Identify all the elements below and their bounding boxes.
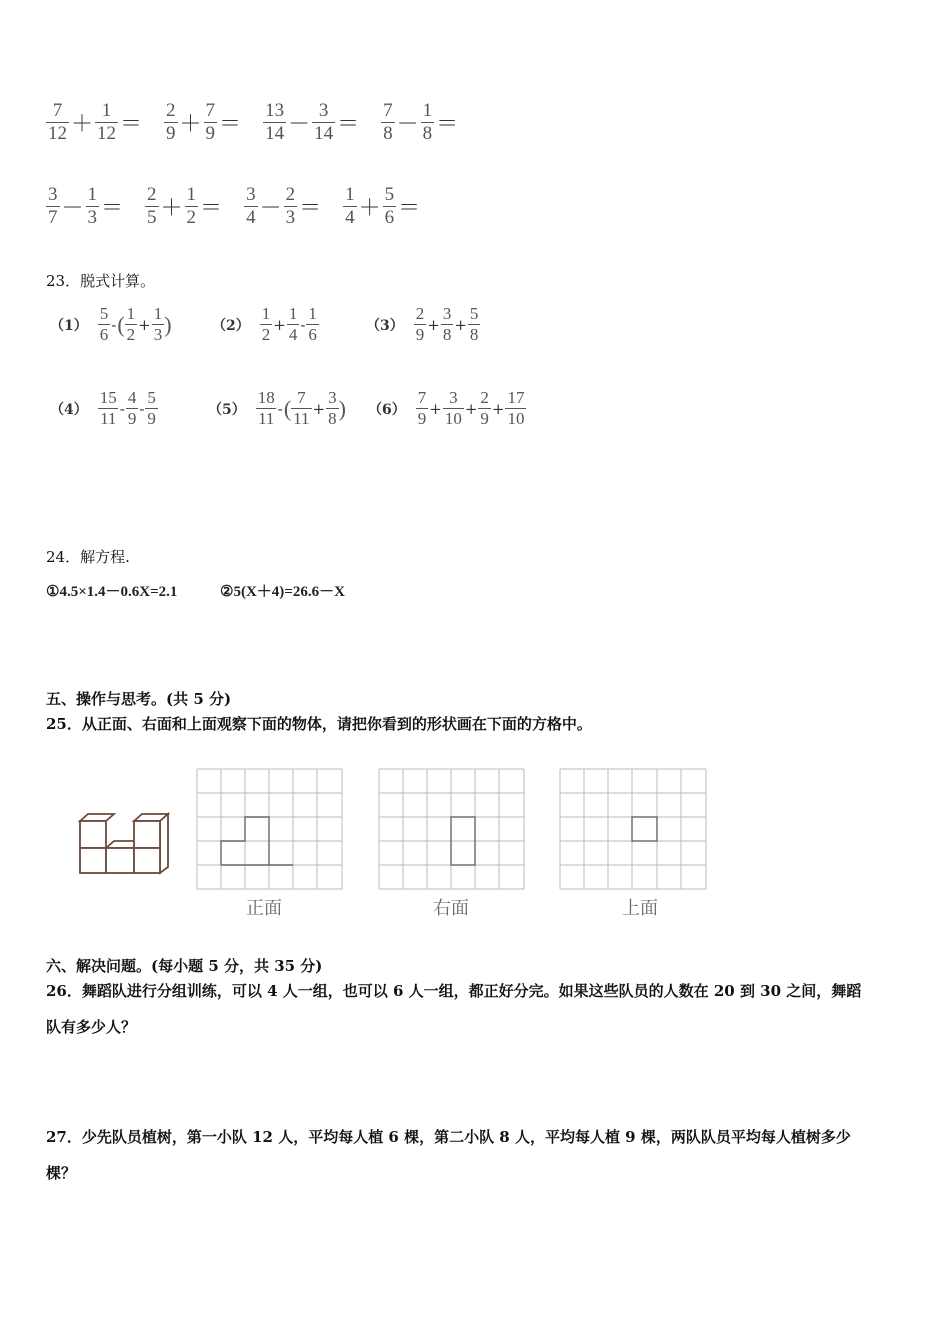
equation-2: ②5(X＋4)=26.6－X <box>220 584 345 600</box>
denominator: 9 <box>127 409 137 428</box>
operator: + <box>427 315 440 334</box>
operator: ＋ <box>160 196 183 221</box>
numerator: 1 <box>101 100 112 121</box>
right-paren: ) <box>338 395 346 421</box>
equation-1: ①4.5×1.4－0.6X=2.1 <box>46 584 178 600</box>
operator: + <box>429 399 442 418</box>
operator: － <box>61 196 84 221</box>
denominator: 11 <box>293 409 310 428</box>
operator: + <box>454 315 467 334</box>
denominator: 10 <box>444 409 462 428</box>
numerator: 13 <box>265 100 285 121</box>
denominator: 9 <box>205 123 216 144</box>
numerator: 2 <box>166 100 176 121</box>
denominator: 9 <box>417 409 427 428</box>
numerator: 1 <box>87 184 98 205</box>
denominator: 4 <box>246 207 256 228</box>
numerator: 3 <box>328 388 337 407</box>
operator: + <box>312 399 326 418</box>
operator: + <box>138 315 151 334</box>
caption-right: 右面 <box>433 898 469 919</box>
question-24-title: 24．解方程. <box>46 548 130 566</box>
numerator: 3 <box>318 100 329 121</box>
denominator: 8 <box>383 123 393 144</box>
numerator: 17 <box>507 388 525 407</box>
numerator: 5 <box>469 304 479 323</box>
section-5-title: 五、操作与思考。(共 5 分) <box>46 690 232 708</box>
equals-sign: ＝ <box>219 112 242 137</box>
operator: － <box>259 196 282 221</box>
oral-calc-item <box>381 100 460 145</box>
item-label: （6） <box>368 401 406 418</box>
numerator: 1 <box>345 184 355 205</box>
question-23-title: 23．脱式计算。 <box>46 272 156 290</box>
numerator: 1 <box>288 304 298 323</box>
denominator: 8 <box>328 409 337 428</box>
denominator: 9 <box>415 325 425 344</box>
operator: + <box>464 399 478 418</box>
equals-sign: ＝ <box>299 196 322 221</box>
operator: - <box>111 315 117 334</box>
question-27-line-1: 27．少先队员植树，第一小队 12 人，平均每人植 6 棵，第二小队 8 人，平均每人植 9 棵，两队队员平均每人植树多少 <box>46 1128 851 1146</box>
right-paren: ) <box>164 311 172 337</box>
caption-front: 正面 <box>246 898 282 919</box>
numerator: 3 <box>449 388 458 407</box>
numerator: 5 <box>384 184 395 205</box>
numerator: 5 <box>99 304 109 323</box>
equals-sign: ＝ <box>436 112 459 137</box>
denominator: 4 <box>288 325 298 344</box>
item-label: （4） <box>50 401 88 418</box>
numerator: 7 <box>383 100 393 121</box>
numerator: 7 <box>297 388 306 407</box>
denominator: 12 <box>97 123 117 144</box>
equals-sign: ＝ <box>200 196 223 221</box>
q23-item-1 <box>50 304 172 345</box>
denominator: 3 <box>285 207 296 228</box>
question-27-line-2: 棵？ <box>46 1164 77 1182</box>
oral-calc-row-2 <box>46 184 422 229</box>
numerator: 2 <box>147 184 157 205</box>
numerator: 7 <box>52 100 63 121</box>
grid-top <box>560 769 706 889</box>
oral-calc-item <box>263 100 361 145</box>
q23-item-2 <box>212 304 319 345</box>
operator: - <box>300 315 306 334</box>
operator: - <box>277 399 283 418</box>
denominator: 8 <box>442 325 452 344</box>
denominator: 10 <box>507 409 525 428</box>
oral-calc-item <box>244 184 323 229</box>
operator: ＋ <box>179 112 202 137</box>
left-paren: ( <box>283 395 292 421</box>
oral-calc-item <box>46 184 125 229</box>
denominator: 12 <box>48 123 67 144</box>
question-26-line-2: 队有多少人？ <box>46 1018 137 1036</box>
q23-item-5 <box>208 388 346 429</box>
numerator: 1 <box>153 304 163 323</box>
oral-calc-item <box>145 184 224 229</box>
oral-calc-item <box>46 100 144 145</box>
item-label: （2） <box>212 317 250 334</box>
denominator: 6 <box>308 325 317 344</box>
operator: ＋ <box>71 112 94 137</box>
equals-sign: ＝ <box>101 196 124 221</box>
question-26-line-1: 26．舞蹈队进行分组训练，可以 4 人一组，也可以 6 人一组，都正好分完。如果这些队员的人数在 20 到 30 之间，舞蹈 <box>46 982 862 1000</box>
denominator: 8 <box>469 325 479 344</box>
denominator: 4 <box>345 207 355 228</box>
denominator: 8 <box>422 123 433 144</box>
top-view-outline <box>632 817 657 841</box>
operator: - <box>139 399 145 418</box>
operator: + <box>273 315 286 334</box>
denominator: 6 <box>99 325 109 344</box>
oral-calc-item <box>164 100 243 145</box>
numerator: 2 <box>285 184 296 205</box>
denominator: 14 <box>265 123 285 144</box>
denominator: 5 <box>147 207 157 228</box>
equals-sign: ＝ <box>398 196 421 221</box>
operator: － <box>288 112 311 137</box>
item-label: （5） <box>208 401 246 418</box>
caption-top: 上面 <box>622 898 658 919</box>
equals-sign: ＝ <box>337 112 360 137</box>
denominator: 9 <box>166 123 176 144</box>
numerator: 2 <box>415 304 425 323</box>
numerator: 2 <box>480 388 489 407</box>
equals-sign: ＝ <box>120 112 143 137</box>
q23-item-6 <box>368 388 526 429</box>
cube-object <box>80 814 168 873</box>
denominator: 11 <box>100 409 117 428</box>
denominator: 2 <box>186 207 197 228</box>
numerator: 4 <box>127 388 137 407</box>
numerator: 7 <box>417 388 427 407</box>
numerator: 1 <box>308 304 317 323</box>
numerator: 1 <box>422 100 433 121</box>
numerator: 15 <box>99 388 117 407</box>
operator: ＋ <box>358 196 381 221</box>
question-25-text: 25．从正面、右面和上面观察下面的物体，请把你看到的形状画在下面的方格中。 <box>46 715 592 733</box>
denominator: 3 <box>153 325 163 344</box>
left-paren: ( <box>117 311 125 337</box>
numerator: 3 <box>48 184 58 205</box>
denominator: 7 <box>48 207 58 228</box>
numerator: 1 <box>126 304 136 323</box>
operator: + <box>491 399 505 418</box>
numerator: 3 <box>246 184 256 205</box>
operator: － <box>396 112 419 137</box>
denominator: 11 <box>258 409 275 428</box>
denominator: 3 <box>87 207 98 228</box>
numerator: 18 <box>257 388 275 407</box>
numerator: 1 <box>186 184 197 205</box>
oral-calc-row-1 <box>46 100 460 145</box>
denominator: 6 <box>384 207 395 228</box>
denominator: 14 <box>314 123 334 144</box>
q23-item-4 <box>50 388 158 429</box>
denominator: 2 <box>126 325 136 344</box>
operator: - <box>119 399 125 418</box>
section-6-title: 六、解决问题。(每小题 5 分，共 35 分) <box>46 957 323 975</box>
denominator: 9 <box>480 409 489 428</box>
numerator: 7 <box>205 100 216 121</box>
denominator: 9 <box>147 409 156 428</box>
item-label: （3） <box>366 317 404 334</box>
denominator: 2 <box>261 325 271 344</box>
numerator: 3 <box>442 304 452 323</box>
item-label: （1） <box>50 317 88 334</box>
oral-calc-item <box>343 184 422 229</box>
numerator: 5 <box>147 388 156 407</box>
numerator: 1 <box>261 304 271 323</box>
q23-item-3 <box>366 304 480 345</box>
